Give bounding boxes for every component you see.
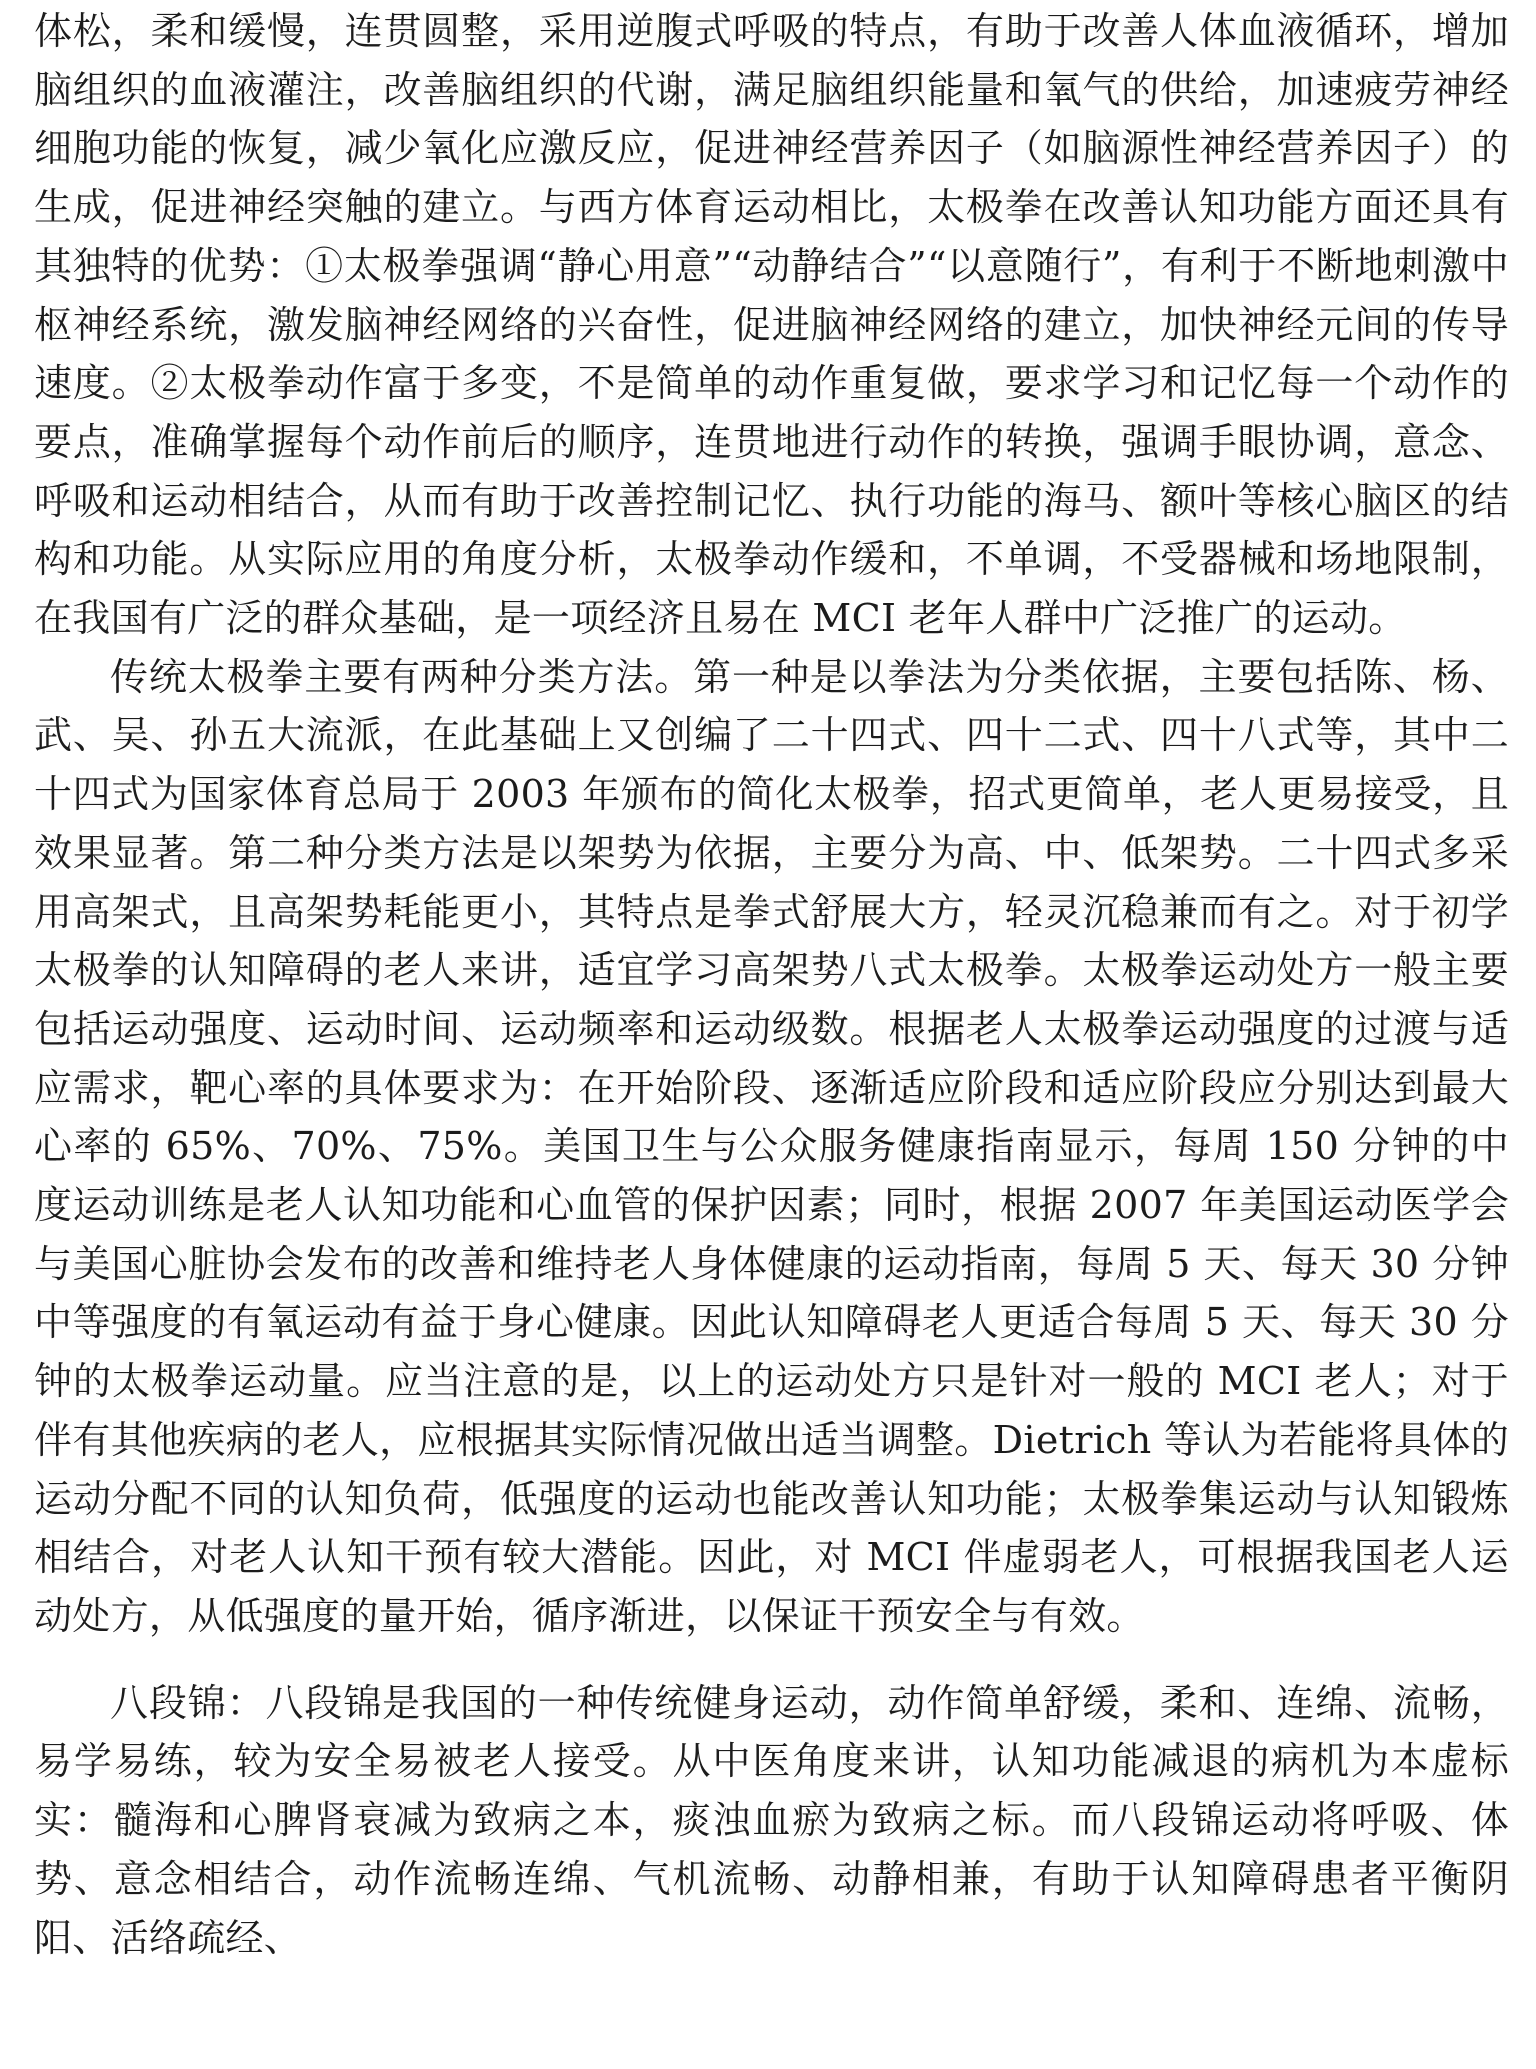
- paragraph-taichi-classification: 传统太极拳主要有两种分类方法。第一种是以拳法为分类依据，主要包括陈、杨、武、吴、孙五大流派，在此基础上又创编了二十四式、四十二式、四十八式等，其中二十四式为国家体育总局于 2003 年颁布的简化太极拳，招式更简单，老人更易接受，且效果显著。第二种分类方法是以架势为依据，主要分为高、中、低架势。二十四式多采用高架式，且高架势耗能更小，其特点是拳式舒展大方，轻灵沉稳兼而有之。对于初学太极拳的认知障碍的老人来讲，适宜学习高架势八式太极拳。太极拳运动处方一般主要包括运动强度、运动时间、运动频率和运动级数。根据老人太极拳运动强度的过渡与适应需求，靶心率的具体要求为：在开始阶段、逐渐适应阶段和适应阶段应分别达到最大心率的 65%、70%、75%。美国卫生与公众服务健康指南显示，每周 150 分钟的中度运动训练是老人认知功能和心血管的保护因素；同时，根据 2007 年美国运动医学会与美国心脏协会发布的改善和维持老人身体健康的运动指南，每周 5 天、每天 30 分钟中等强度的有氧运动有益于身心健康。因此认知障碍老人更适合每周 5 天、每天 30 分钟的太极拳运动量。应当注意的是，以上的运动处方只是针对一般的 MCI 老人；对于伴有其他疾病的老人，应根据其实际情况做出适当调整。Dietrich 等认为若能将具体的运动分配不同的认知负荷，低强度的运动也能改善认知功能；太极拳集运动与认知锻炼相结合，对老人认知干预有较大潜能。因此，对 MCI 伴虚弱老人，可根据我国老人运动处方，从低强度的量开始，循序渐进，以保证干预安全与有效。: [34, 654, 1509, 1638]
- document-page: [34, 0, 1509, 1967]
- paragraph-continued: 体松，柔和缓慢，连贯圆整，采用逆腹式呼吸的特点，有助于改善人体血液循环，增加脑组织的血液灌注，改善脑组织的代谢，满足脑组织能量和氧气的供给，加速疲劳神经细胞功能的恢复，减少氧化应激反应，促进神经营养因子（如脑源性神经营养因子）的生成，促进神经突触的建立。与西方体育运动相比，太极拳在改善认知功能方面还具有其独特的优势：①太极拳强调“静心用意”“动静结合”“以意随行”，有利于不断地刺激中枢神经系统，激发脑神经网络的兴奋性，促进脑神经网络的建立，加快神经元间的传导速度。②太极拳动作富于多变，不是简单的动作重复做，要求学习和记忆每一个动作的要点，准确掌握每个动作前后的顺序，连贯地进行动作的转换，强调手眼协调，意念、呼吸和运动相结合，从而有助于改善控制记忆、执行功能的海马、额叶等核心脑区的结构和功能。从实际应用的角度分析，太极拳动作缓和，不单调，不受器械和场地限制，在我国有广泛的群众基础，是一项经济且易在 MCI 老年人群中广泛推广的运动。: [34, 9, 1509, 641]
- paragraph-baduanjin: 八段锦：八段锦是我国的一种传统健身运动，动作简单舒缓，柔和、连绵、流畅，易学易练，较为安全易被老人接受。从中医角度来讲，认知功能减退的病机为本虚标实：髓海和心脾肾衰减为致病之本，痰浊血瘀为致病之标。而八段锦运动将呼吸、体势、意念相结合，动作流畅连绵、气机流畅、动静相兼，有助于认知障碍患者平衡阴阳、活络疏经、: [34, 1680, 1509, 1960]
